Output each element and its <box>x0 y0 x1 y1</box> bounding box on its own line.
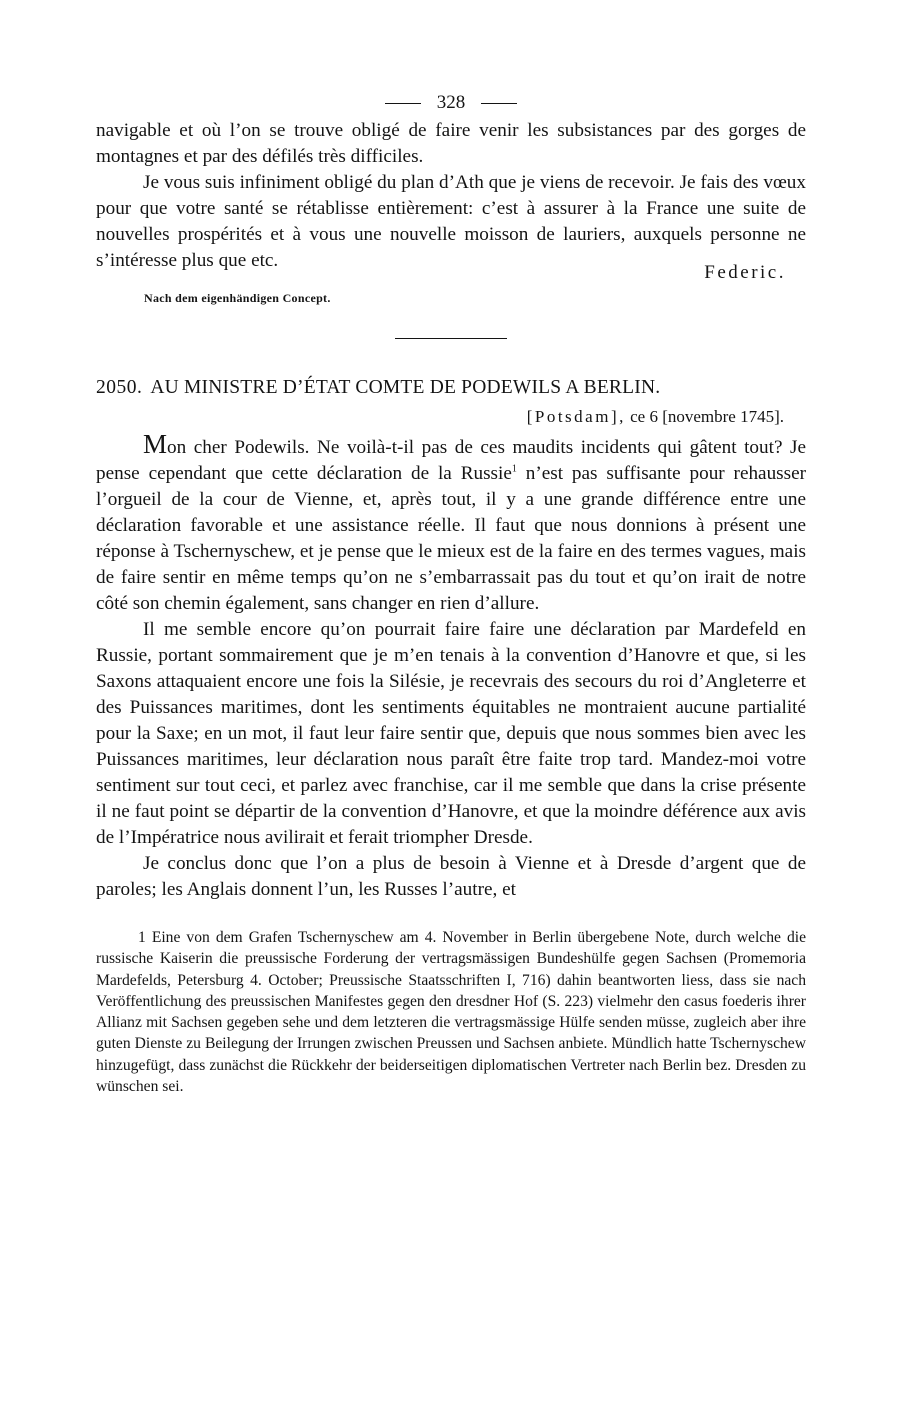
footnote <box>96 927 806 1097</box>
dateline-place: [Potsdam], <box>526 407 626 426</box>
document-page <box>96 88 806 1097</box>
footnote-reference: 1 <box>511 463 517 475</box>
dateline-date: ce 6 [novembre 1745]. <box>630 407 784 426</box>
dateline <box>96 405 784 429</box>
footnote-text: Eine von dem Grafen Tschernyschew am 4. November in Berlin übergebene Note, durch welche die russische Kaiserin die preussische Forderung der vertragsmässigen Bundeshülfe gegen Sachsen (Promemoria Mardefelds, Petersburg 4. October; Preussische Staatsschriften I, 716) dahin beantworten liess, dass sie nach Veröffentlichung des preussischen Manifestes gegen den dresdner Hof (S. 223) vielmehr den casus foederis ihrer Allianz mit Sachsen gegeben sehe und dem letzteren die vertragsmässige Hülfe senden müsse, zugleich aber ihre guten Dienste zu Beilegung der Irrungen zwischen Preussen und Sachsen anbiete. Mündlich hatte Tschernyschew hinzugefügt, dass zunächst die Rückkehr der beiderseitigen diplomatischen Vertreter nach Berlin bez. Dresden zu wünschen sei. <box>96 929 806 1096</box>
source-note: Nach dem eigenhändigen Concept. <box>144 291 331 305</box>
letter-title: AU MINISTRE D’ÉTAT COMTE DE PODEWILS A BERLIN. <box>150 377 661 398</box>
section-divider <box>395 338 507 339</box>
page-number-line <box>96 88 806 118</box>
initial-letter: M <box>143 429 168 459</box>
letter-number: 2050. <box>96 377 143 398</box>
page-number-dash-left <box>385 103 421 104</box>
letter-paragraph-1 <box>96 431 806 617</box>
paragraph-closing: Je vous suis infiniment obligé du plan d’Ath que je viens de recevoir. Je fais des vœux pour que votre santé se rétablisse entièrement: c’est à assurer à la France une suite de nouvelles prospérités et à vous une nouvelle moisson de lauriers, auxquels personne ne s’intéresse plus que etc. <box>96 172 806 271</box>
footnote-marker: 1 <box>138 929 146 946</box>
letter-paragraph-1-text-a: on cher Podewils. Ne voilà-t-il pas de ces maudits incidents qui gâtent tout? Je pense cependant que cette déclaration de la Russie <box>96 437 806 484</box>
page-number: 328 <box>436 92 466 113</box>
signature: Federic. <box>704 262 786 283</box>
letter-paragraph-1-text-b: n’est pas suffisante pour rehausser l’orgueil de la cour de Vienne, et, après tout, il y a une grande différence entre une déclaration favorable et une assistance réelle. Il faut que nous donnions à présent une réponse à Tschernyschew, et je pense que le mieux est de la faire en des termes vagues, mais de faire sentir en même temps qu’on ne s’embarrassait pas du tout et qu’on irait de notre côté son chemin également, sans changer en rien d’allure. <box>96 463 806 614</box>
letter-paragraph-3: Je conclus donc que l’on a plus de besoin à Vienne et à Dresde d’argent que de paroles; les Anglais donnent l’un, les Russes l’autre, et <box>96 853 806 900</box>
page-number-dash-right <box>481 103 517 104</box>
paragraph-continued: navigable et où l’on se trouve obligé de faire venir les subsistances par des gorges de montagnes et par des défilés très difficiles. <box>96 120 806 167</box>
letter-paragraph-2: Il me semble encore qu’on pourrait faire faire une déclaration par Mardefeld en Russie, portant sommairement que je m’en tenais à la convention d’Hanovre et que, si les Saxons attaquaient encore une fois la Silésie, je recevrais des secours du roi d’Angleterre et des Puissances maritimes, dont les sentiments équitables ne montraient aucune partialité pour la Saxe; en un mot, il faut leur faire sentir que, depuis que nous sommes bien avec les Puissances maritimes, leur déclaration nous paraît être faite trop tard. Mandez-moi votre sentiment sur tout ceci, et parlez avec franchise, car il me semble que dans la crise présente il ne faut point se départir de la convention d’Hanovre, et que la moindre déférence aux avis de l’Impératrice nous avilirait et ferait triompher Dresde. <box>96 619 806 848</box>
letter-heading <box>96 375 806 401</box>
